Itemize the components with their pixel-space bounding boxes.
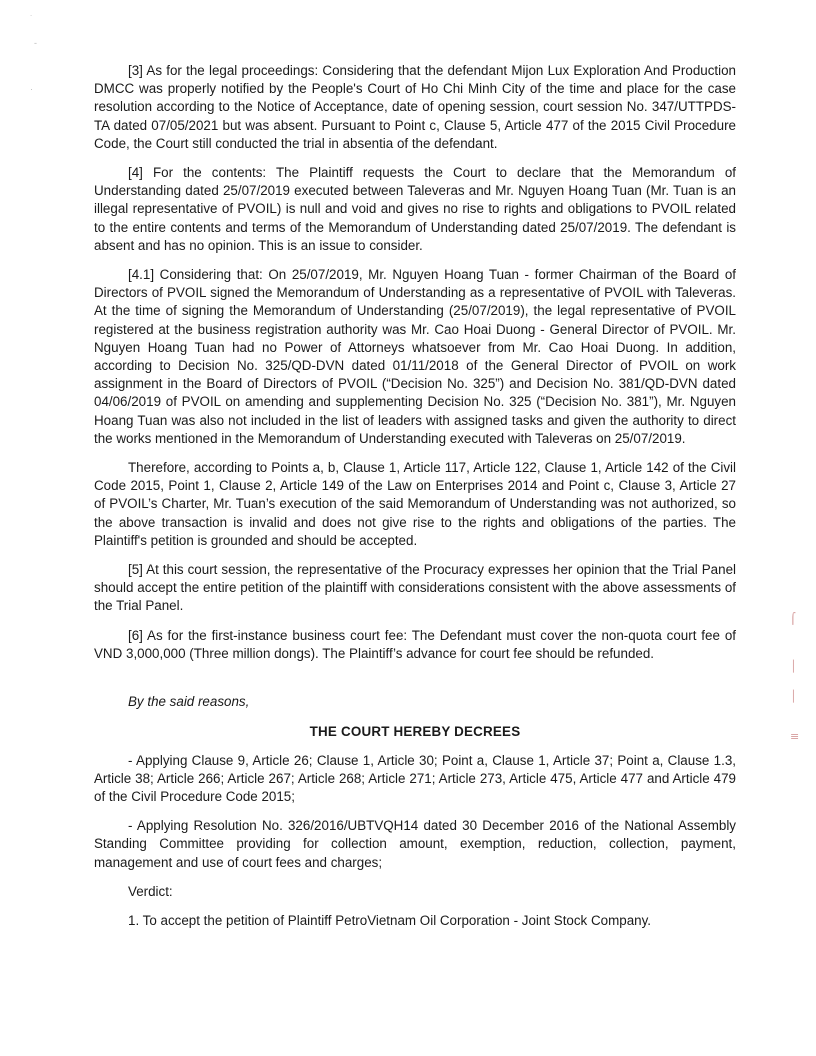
document-page [94,62,736,930]
verdict-label: Verdict: [128,883,173,899]
paragraph-3: [3] As for the legal proceedings: Considering that the defendant Mijon Lux Exploration And Production DMCC was properly notified by the People's Court of Ho Chi Minh City of the time and place for the case resolution according to the Notice of Acceptance, date of opening session, court session No. 347/UTTPDS-TA dated 07/05/2021 but was absent. Pursuant to Point c, Clause 5, Article 477 of the 2015 Civil Procedure Code, the Court still conducted the trial in absentia of the defendant. [94,63,736,151]
margin-mark: · [30,84,33,94]
paragraph-therefore: Therefore, according to Points a, b, Clause 1, Article 117, Article 122, Clause 1, Article 142 of the Civil Code 2015, Point 1, Clause 2, Article 149 of the Law on Enterprises 2014 and Point c, Clause 3, Article 27 of PVOIL’s Charter, Mr. Tuan’s execution of the said Memorandum of Understanding was not authorized, so the above transaction is invalid and does not give rise to the rights and obligations of the parties. The Plaintiff's petition is grounded and should be accepted. [94,460,736,548]
applying-clause-2: - Applying Resolution No. 326/2016/UBTVQH14 dated 30 December 2016 of the National Assembly Standing Committee providing for collection amount, exemption, reduction, collection, payment, management and use of court fees and charges; [94,818,736,870]
side-stamp-mark: │ [790,660,797,673]
side-stamp-mark: ≡ [790,730,800,743]
verdict-item-1: 1. To accept the petition of Plaintiff PetroVietnam Oil Corporation - Joint Stock Company. [128,912,652,928]
side-stamp-mark: ⌠ [790,612,796,625]
paragraph-6: [6] As for the first-instance business court fee: The Defendant must cover the non-quota court fee of VND 3,000,000 (Three million dongs). The Plaintiff’s advance for court fee should be refunded. [94,627,736,661]
decree-heading: THE COURT HEREBY DECREES [309,724,521,740]
reasons-line: By the said reasons, [128,694,250,710]
paragraph-5: [5] At this court session, the representative of the Procuracy expresses her opinion that the Trial Panel should accept the entire petition of the plaintiff with considerations consistent with the above assessments of the Trial Panel. [94,562,736,614]
side-stamp-mark: │ [790,690,797,703]
paragraph-4: [4] For the contents: The Plaintiff requests the Court to declare that the Memorandum of Understanding dated 25/07/2019 executed between Taleveras and Mr. Nguyen Hoang Tuan (Mr. Tuan is an illegal representative of PVOIL) is null and void and gives no rise to rights and obligations to PVOIL related to the entire contents and terms of the Memorandum of Understanding dated 25/07/2019. The defendant is absent and has no opinion. This is an issue to consider. [94,165,736,253]
margin-mark: ˙ [30,14,33,24]
applying-clause-1: - Applying Clause 9, Article 26; Clause 1, Article 30; Point a, Clause 1, Article 37; Point a, Clause 1.3, Article 38; Article 266; Article 267; Article 268; Article 271; Article 273, Article 475, Article 477 and Article 479 of the Civil Procedure Code 2015; [94,752,736,804]
margin-mark: - [34,38,37,48]
paragraph-4-1: [4.1] Considering that: On 25/07/2019, Mr. Nguyen Hoang Tuan - former Chairman of the Board of Directors of PVOIL signed the Memorandum of Understanding as a representative of PVOIL with Taleveras. At the time of signing the Memorandum of Understanding (25/07/2019), the legal representative of PVOIL registered at the business registration authority was Mr. Cao Hoai Duong - General Director of PVOIL. Mr. Nguyen Hoang Tuan had no Power of Attorneys whatsoever from Mr. Cao Hoai Duong. In addition, according to Decision No. 325/QD-DVN dated 01/11/2018 of the General Director of PVOIL on work assignment in the Board of Directors of PVOIL (“Decision No. 325”) and Decision No. 381/QD-DVN dated 04/06/2019 of PVOIL on amending and supplementing Decision No. 325 (“Decision No. 381”), Mr. Nguyen Hoang Tuan was also not included in the list of leaders with assigned tasks and given the authority to direct the works mentioned in the Memorandum of Understanding executed with Taleveras on 25/07/2019. [94,267,736,446]
